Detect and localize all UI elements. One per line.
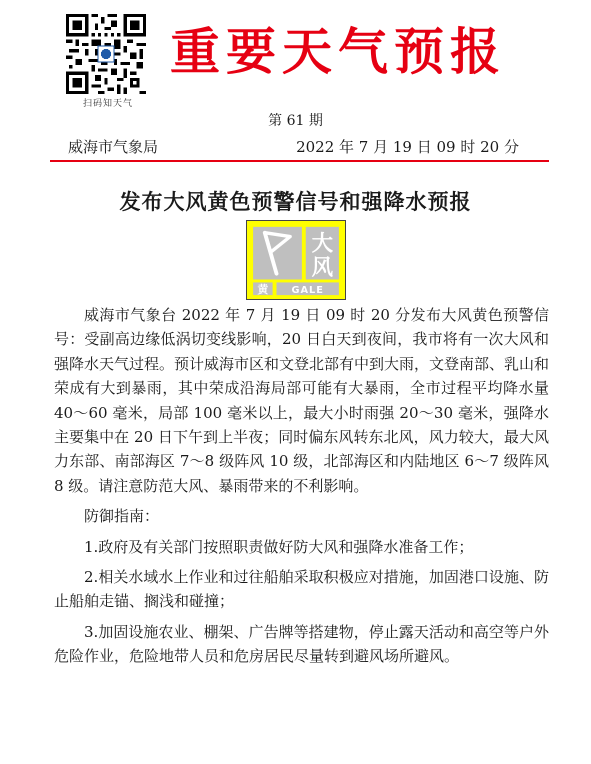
bulletin-body: [54, 303, 549, 669]
masthead-title: 重要天气预报: [170, 22, 506, 81]
guidance-item-3: 3.加固设施农业、棚架、广告牌等搭建物，停止露天活动和高空等户外危险作业，危险地带人员和危房居民尽量转到避风场所避风。: [54, 622, 549, 666]
guidance-item-1: 1.政府及有关部门按照职责做好防大风和强降水准备工作；: [84, 537, 474, 556]
qr-caption: 扫码知天气: [82, 99, 133, 109]
issuer-name: 威海市气象局: [68, 138, 159, 156]
issue-datetime: 2022 年 7 月 19 日 09 时 20 分: [296, 138, 519, 156]
guidance-item-2: 2.相关水域水上作业和过往船舶采取积极应对措施，加固港口设施、防止船舶走锚、搁浅和碰撞；: [54, 568, 549, 611]
qr-code: [66, 14, 146, 94]
issuer-row: [68, 136, 519, 157]
bulletin-paragraph-main: 威海市气象台 2022 年 7 月 19 日 09 时 20 分发布大风黄色预警信号：受副高边缘低涡切变线影响，20 日白天到夜间，我市将有一次大风和强降水天气过程。预计威海市区和文登北部有中到大雨，文登南部、乳山和荣成有大到暴雨，其中荣成沿海局部可能有大暴雨，全市过程平均降水量 40～60 毫米，局部 100 毫米以上，最大小时雨强 20～30 毫米，强降水主要集中在 20 日下午到上半夜；同时偏东风转东北风，风力较大，最大风力东部、南部海区 7～8 级阵风 10 级，北部海区和内陆地区 6～7 级阵风 8 级。请注意防范大风、暴雨带来的不利影响。: [54, 306, 550, 495]
signal-char-bottom: 风: [311, 255, 334, 281]
gale-warning-signal-icon: [246, 220, 346, 300]
headline: 发布大风黄色预警信号和强降水预报: [119, 189, 472, 214]
masthead-divider: [50, 160, 549, 162]
guidance-heading: 防御指南：: [84, 507, 160, 526]
issue-number: 第 61 期: [268, 113, 323, 129]
signal-char-top: 大: [311, 231, 334, 257]
signal-english-label: GALE: [291, 285, 324, 297]
signal-level-char: 黄: [257, 283, 269, 297]
